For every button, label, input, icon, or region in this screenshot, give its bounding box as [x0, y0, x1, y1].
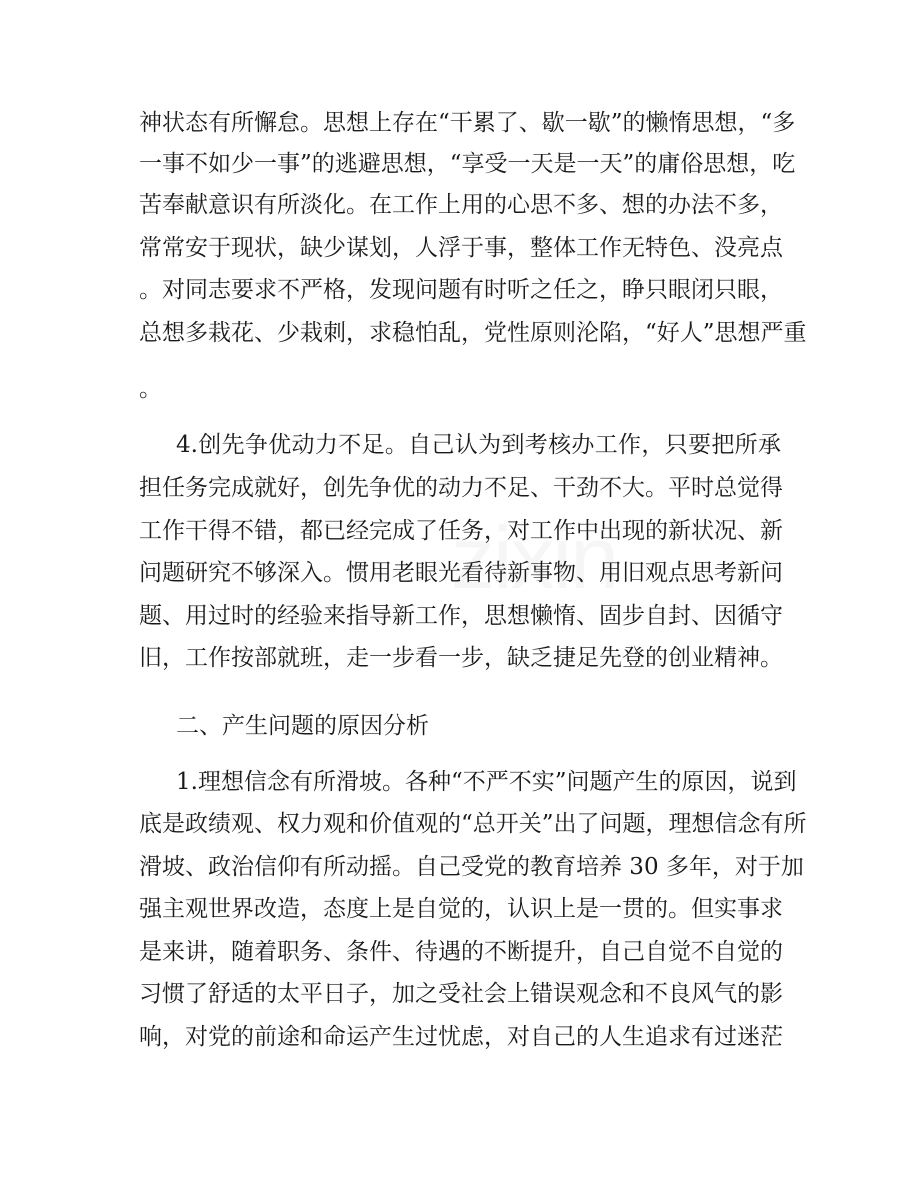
paragraph-4-line: 问题研究不够深入。惯用老眼光看待新事物、用旧观点思考新问	[139, 560, 783, 586]
paragraph-continued-line: 一事不如少一事”的逃避思想，“享受一天是一天”的庸俗思想，吃	[139, 151, 796, 177]
paragraph-continued-line: 总想多栽花、少栽刺，求稳怕乱，党性原则沦陷，“好人”思想严重	[139, 320, 807, 346]
svg-text:zixin: zixin	[450, 508, 618, 607]
paragraph-4-line: 题、用过时的经验来指导新工作，思想懒惰、固步自封、因循守	[139, 603, 783, 629]
paragraph-continued-line: 。	[139, 376, 162, 402]
paragraph-1-line: 响，对党的前途和命运产生过忧虑，对自己的人生追求有过迷茫	[139, 1024, 783, 1050]
paragraph-1-line: 底是政绩观、权力观和价值观的“总开关”出了问题，理想信念有所	[139, 811, 807, 837]
paragraph-1-line: 滑坡、政治信仰有所动摇。自己受党的教育培养 30 多年，对于加	[139, 854, 804, 880]
paragraph-1-line: 强主观世界改造，态度上是自觉的，认识上是一贯的。但实事求	[139, 896, 783, 922]
paragraph-1-line: 习惯了舒适的太平日子，加之受社会上错误观念和不良风气的影	[139, 981, 783, 1007]
paragraph-4-line: 4.创先争优动力不足。自己认为到考核办工作，只要把所承	[176, 432, 781, 458]
section-heading: 二、产生问题的原因分析	[176, 713, 429, 739]
paragraph-4-line: 担任务完成就好，创先争优的动力不足、干劲不大。平时总觉得	[139, 475, 783, 501]
paragraph-1-line: 是来讲，随着职务、条件、待遇的不断提升，自己自觉不自觉的	[139, 939, 783, 965]
paragraph-continued-line: 苦奉献意识有所淡化。在工作上用的心思不多、想的办法不多，	[139, 192, 783, 218]
paragraph-continued-line: 常常安于现状，缺少谋划，人浮于事，整体工作无特色、没亮点	[139, 235, 783, 261]
paragraph-continued-line: 。对同志要求不严格，发现问题有时听之任之，睁只眼闭只眼，	[139, 277, 783, 303]
paragraph-4-line: 旧，工作按部就班，走一步看一步，缺乏捷足先登的创业精神。	[139, 645, 783, 671]
paragraph-1-line: 1.理想信念有所滑坡。各种“不严不实”问题产生的原因，说到	[176, 769, 797, 795]
paragraph-continued-line: 神状态有所懈怠。思想上存在“干累了、歇一歇”的懒惰思想，“多	[139, 110, 796, 136]
paragraph-4-line: 工作干得不错，都已经完成了任务，对工作中出现的新状况、新	[139, 518, 783, 544]
